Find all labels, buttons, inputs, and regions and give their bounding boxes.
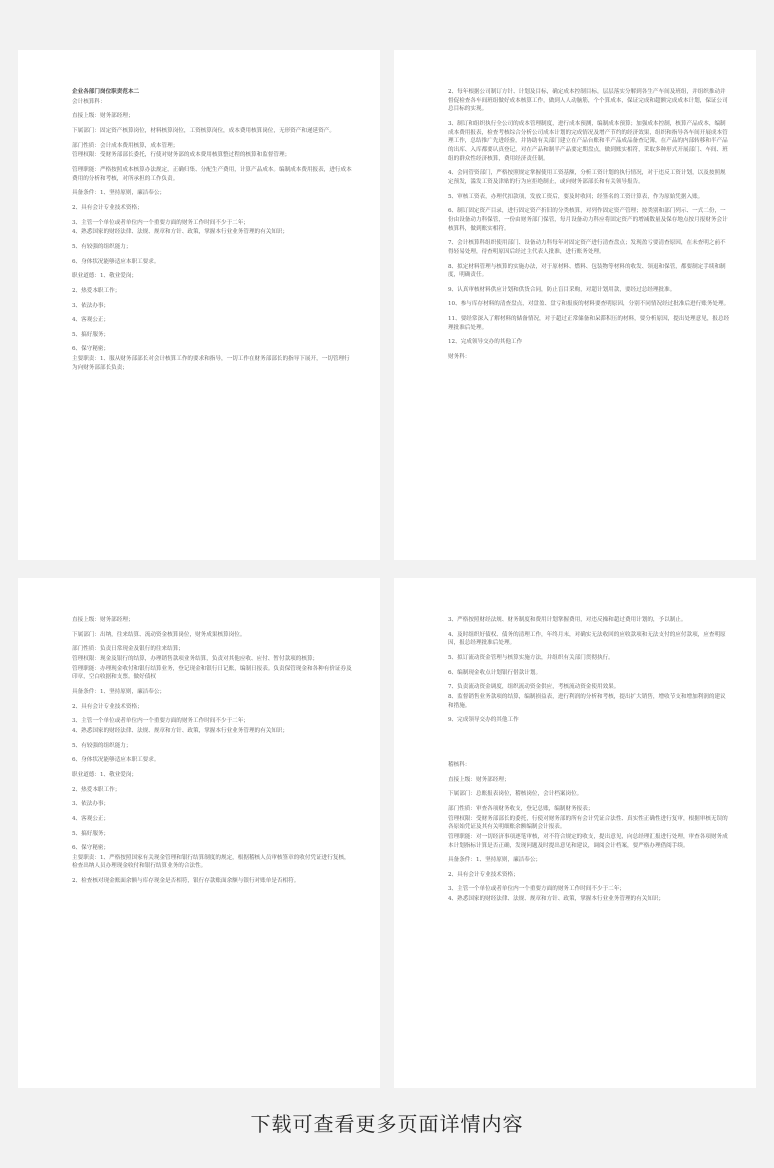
section-heading: 稽核科： bbox=[448, 761, 471, 768]
paragraph: 5、拟订流动资金管理与核算实施方法，并组织有关部门贯彻执行。 bbox=[448, 654, 614, 661]
paragraph: 具备条件：1、坚持原则，廉洁奉公； bbox=[72, 688, 166, 695]
paragraph: 3、制订和组织执行全公司的成本管理制度，进行成本预测，编制成本预算；加强成本控制，核算产品成本，编制成本费用报表，检查考核综合分析公司成本计划的完成情况及增产节约的经济效果，组织和指导各车间开展成本管理工作，总结推广先进经验，并协助有关部门建立在产品台账和半产品成品备查记簿，在产品的内部转移和半产品的出库、入库都要认真登记，对在产品和制半产品要定期盘点，做到账实相符，采取多种形式开展部门、车间、班组的群众性经济核算，费用经济责任制。 bbox=[448, 120, 728, 162]
paragraph: 6、保守秘密； bbox=[72, 346, 110, 353]
paragraph: 12、完成领导交办的其他工作 bbox=[448, 339, 523, 346]
paragraph: 3、主管一个单位或者单位内一个重要方面的财务工作时间不少于二年； bbox=[448, 886, 625, 893]
paragraph: 4、会同管资部门，严格按照规定掌握使用工资基额，分析工资计划的执行情况，对于违反工资计划，以及按照规定预发，滥发工资及津贴的行为应拒绝制止，或向财务部部长和有关领导报告。 bbox=[448, 170, 726, 185]
document-page-3 bbox=[18, 578, 380, 1088]
paragraph: 管理职能：严格按照成本核算办法规定，正确归集、分配生产费用，计算产品成本。编制成本费用报表，进行成本费用的分析和考核，对所承担的工作负责。 bbox=[72, 166, 352, 182]
paragraph: 2、具有会计专业技术资格； bbox=[448, 871, 519, 878]
paragraph: 管理权限：现金及银行的结算，办理销售款项业务结算，负责对其他应收、应付、暂付款项的核算； bbox=[72, 655, 319, 662]
paragraph: 主要职责：1、严格按照国家有关现金管理和银行结算制度的规定，根据稽核人员审核签章的收付凭证进行复核，检查出纳人员办理现金收付和银行结算业务的合法性。 bbox=[72, 854, 350, 870]
paragraph: 6、身体状况能够适应本职工要求。 bbox=[72, 258, 160, 265]
paragraph: 4、及时组织好债权、债务的清理工作，年终月末，对确实无法收回的应收款项和无法支付的应付款项，应查明原因，报总经理批准后处理。 bbox=[448, 631, 726, 647]
paragraph: 7、负责流动资金调度，组织流动资金供应，考核流动资金使用效果。 bbox=[448, 684, 620, 691]
paragraph: 职业道德：1、敬业爱岗； bbox=[72, 273, 138, 280]
paragraph: 10、参与库存材料的清查盘点，对盘盈、盘亏和报废的材料要查明原因，分别不同情况经过批准后进行账务处理。 bbox=[448, 301, 730, 308]
paragraph: 具备条件：1、坚持原则，廉洁奉公； bbox=[448, 857, 542, 864]
paragraph: 3、依法办事； bbox=[72, 302, 110, 309]
paragraph: 3、严格按照财经法规、财务制度和费用计划掌握费用，对违反操和超过费用计划的，予以制止。 bbox=[448, 617, 687, 623]
paragraph: 6、保守秘密； bbox=[72, 845, 110, 852]
paragraph: 7、会计核算科组织使用部门、设备动力科每年对固定资产进行清查盘点；发现盈亏要清查原因，在未查明之前不得轻易处理，待查明原因后经过主代表人批准，进行账务处理。 bbox=[448, 240, 726, 255]
paragraph: 9、认真审核材料供应计划和供货合同，防止盲目采购，对超计划用款，要经过总经理批准。 bbox=[448, 286, 676, 293]
paragraph: 下属部门：固定资产核算岗位，材料核算岗位，工资核算岗位，成本费用核算岗位，无形资产和递延资产。 bbox=[72, 127, 335, 134]
paragraph: 2、检查核对现金账面余额与库存现金是否相符，银行存款账面余额与银行对账单是否相符。 bbox=[72, 878, 300, 885]
paragraph: 2、每年根据公司制订方针、计划及目标，确定成本控制目标，层层落实分解到各生产车间及班组，并组织推动并督促检查各车间班组做好成本核算工作，做到人人动脑筋，个个算成本，保证完成和超额完成成本计划，保证公司总目标的实现。 bbox=[448, 89, 728, 113]
paragraph: 5、有较强的组织能力； bbox=[72, 742, 132, 749]
download-more-caption: 下载可查看更多页面详情内容 bbox=[250, 1112, 524, 1136]
paragraph: 4、客观公正； bbox=[72, 317, 110, 324]
paragraph: 3、主管一个单位或者单位内一个重要方面的财务工作时间不少于二年； bbox=[72, 718, 249, 725]
paragraph: 2、具有会计专业技术资格； bbox=[72, 204, 143, 211]
section-heading: 会计核算科： bbox=[72, 98, 106, 105]
paragraph: 2、热爱本职工作； bbox=[72, 786, 121, 793]
spacer bbox=[448, 731, 730, 761]
paragraph: 部门性质：负责日常现金及银行的往来结算； bbox=[72, 646, 184, 653]
paragraph: 直接上级：财务部经理； bbox=[72, 617, 134, 623]
paragraph: 5、搞好服务； bbox=[72, 331, 110, 338]
paragraph: 4、熟悉国家的财经法律、法规、规章和方针、政策，掌握本行业业务管理的有关知识； bbox=[448, 896, 665, 903]
paragraph: 管理权限：受财务部部长委托，行使对财务部的成本费用核算整过程的核算和监督管理； bbox=[72, 152, 291, 159]
paragraph: 职业道德：1、敬业爱岗； bbox=[72, 771, 138, 778]
paragraph: 6、编制现金收点计划银行借款计划。 bbox=[448, 669, 542, 676]
paragraph: 具备条件：1、坚持原则，廉洁奉公； bbox=[72, 190, 166, 197]
paragraph: 5、搞好服务； bbox=[72, 830, 110, 837]
paragraph: 下属部门：总账报表岗位，稽核岗位，会计档案岗位。 bbox=[448, 791, 583, 798]
paragraph: 5、有较强的组织能力； bbox=[72, 243, 132, 250]
paragraph: 11、要经常深入了解材料的储备情况，对于超过正常储备和呆滞积压的材料，要分析原因，提出处理意见，报总经理批准后处理。 bbox=[448, 316, 730, 331]
paragraph: 2、具有会计专业技术资格； bbox=[72, 703, 143, 710]
paragraph: 6、制订固定资产目录，进行固定资产折旧的分类核算，对列作固定资产管理；按类别和部门列示、一式二份，一份由设备动力科保管，一份由财务部门保管，每月设备动力科应将固定资产的增减数量及保存地点按月报财务会计核算科，做到账实相符。 bbox=[448, 208, 728, 232]
paragraph: 下属部门：出纳，往来结算、流动资金核算岗位，财务成果核算岗位。 bbox=[72, 631, 246, 638]
document-page-2 bbox=[394, 50, 756, 560]
paragraph: 管理职能：办理现金收付和银行结算业务，登记现金和银行日记账，编制日报表。负责保管现金和各种有价证券及印章，空白收据和支票。做好债权 bbox=[72, 665, 352, 681]
spacer bbox=[448, 368, 730, 398]
paragraph: 9、完成领导交办的其他工作 bbox=[448, 717, 519, 724]
paragraph: 3、依法办事； bbox=[72, 801, 110, 808]
paragraph: 管理职能：对一切经济事项逐笔审核，对不符合规定的收支，提出意见，向总经理汇报进行处理，审查各项财务成本计划指标计算是否正确，发现问题及时提出意见和建议，调阅会计档案，要严格办理借阅手续。 bbox=[448, 833, 728, 849]
paragraph: 8、拟定材料管理与核算的实施办法，对于原材料、燃料、包装物等材料的收发、领退和保管，都要制定手续和制度，明确责任。 bbox=[448, 263, 726, 279]
document-page-4 bbox=[394, 578, 756, 1088]
document-page-1 bbox=[18, 50, 380, 560]
paragraph: 5、审核工资表，办理代扣款项，发放工资后，要及时收回；经签名的工资计算表，作为原始凭据入账。 bbox=[448, 193, 704, 200]
paragraph: 财务科： bbox=[448, 354, 471, 361]
paragraph: 3、主管一个单位或者单位内一个重要方面的财务工作时间不少于二年； bbox=[72, 219, 249, 226]
document-title: 企业各部门岗位职责范本二 bbox=[72, 89, 140, 95]
paragraph: 6、身体状况能够适应本职工要求。 bbox=[72, 757, 160, 764]
paragraph: 4、熟悉国家的财经法律、法规、规章和方针、政策，掌握本行业业务管理的有关知识； bbox=[72, 727, 289, 734]
paragraph: 直接上级：财务部经理； bbox=[448, 776, 510, 783]
paragraph: 管理权限：受财务部部长的委托，行使对财务部的所有会计凭证合法性、真实性正确性进行复审，根据审核无误的各原始凭证及其有关明细账余额编制会计报表。 bbox=[448, 815, 728, 831]
paragraph: 部门性质：审查各项财务收支，登记总账，编制财务报表； bbox=[448, 805, 594, 812]
paragraph: 直接上级：财务部经理； bbox=[72, 113, 134, 120]
paragraph: 8、监督销售业务款项的结算，编制损益表，进行利润的分析和考核，提出扩大销售，增收节支和增加利润的建议和措施。 bbox=[448, 693, 726, 709]
paragraph: 2、热爱本职工作； bbox=[72, 287, 121, 294]
paragraph: 4、熟悉国家的财经法律、法规、规章和方针、政策，掌握本行业业务管理的有关知识； bbox=[72, 229, 289, 236]
paragraph: 部门性质：会计成本费用核算，成本管理； bbox=[72, 142, 179, 149]
paragraph: 4、客观公正； bbox=[72, 815, 110, 822]
paragraph: 主要职责：1、服从财务部部长对会计核算工作的要求和指导，一切工作在财务部部长的指导下展开，一切管理行为向财务部部长负责； bbox=[72, 356, 350, 371]
